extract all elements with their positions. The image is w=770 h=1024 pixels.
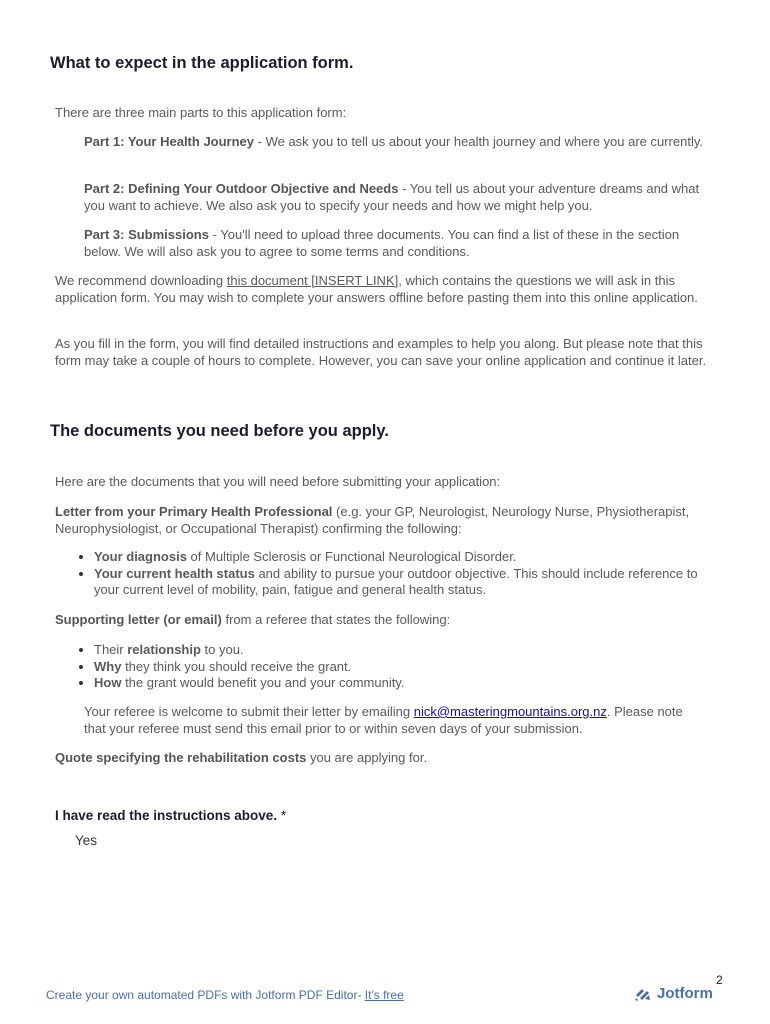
list-item-text: the grant would benefit you and your community.	[121, 675, 405, 690]
list-item-text: and ability to pursue your outdoor objective. This should include reference to your current level of mobility, pain, fatigue and general health status.	[94, 565, 698, 597]
part-1	[84, 134, 704, 151]
list-item-bold: How	[94, 675, 122, 690]
section1-intro: There are three main parts to this application form:	[55, 105, 347, 120]
list-item-bold: Your current health status	[94, 565, 255, 581]
list-item-text: they think you should receive the grant.	[121, 658, 352, 674]
referee-before: Your referee is welcome to submit their letter by emailing	[84, 704, 414, 719]
page-number: 2	[716, 973, 723, 987]
part-3-text: - You'll need to upload three documents. You can find a list of these in the section below. We will also ask you to agree to some terms and conditions.	[84, 227, 680, 259]
recommend-paragraph	[55, 273, 715, 306]
letter-text: (e.g. your GP, Neurologist, Neurology Nurse, Physiotherapist, Neurophysiologist, or Occupational Therapist) confirming the following:	[55, 504, 690, 536]
part-2-label: Part 2: Defining Your Outdoor Objective and Needs	[84, 181, 399, 196]
list-item-pre: Their	[94, 642, 128, 657]
list-item-text: to you.	[200, 642, 244, 657]
required-mark: *	[280, 808, 287, 823]
footer-promo-text: Create your own automated PDFs with Jotform PDF Editor-	[46, 988, 365, 1002]
question-label	[55, 808, 286, 823]
part-2	[84, 181, 704, 214]
list-item	[94, 659, 705, 676]
recommend-before: We recommend downloading	[55, 273, 227, 288]
jotform-brand[interactable]	[634, 984, 713, 1002]
list-item	[94, 566, 705, 599]
quote-paragraph	[55, 750, 715, 767]
jotform-brand-name: Jotform	[657, 984, 713, 1002]
quote-text: you are applying for.	[306, 750, 428, 765]
list-item	[94, 675, 705, 692]
section2-intro: Here are the documents that you will need before submitting your application:	[55, 474, 501, 489]
referee-after: . Please note that your referee must send this email prior to or within seven days of your submission.	[84, 704, 683, 736]
question-text: I have read the instructions above.	[55, 808, 278, 823]
part-2-text: - You tell us about your adventure dreams and what you want to achieve. We also ask you to specify your needs and how we might help you.	[84, 181, 700, 213]
fill-note: As you fill in the form, you will find detailed instructions and examples to help you along. But please note that this form may take a couple of hours to complete. However, you can save your online application and continue it later.	[55, 336, 707, 368]
part-3-label: Part 3: Submissions	[84, 227, 209, 242]
question-answer: Yes	[75, 833, 98, 848]
referee-email-link[interactable]: nick@masteringmountains.org.nz	[413, 704, 607, 719]
list-item	[94, 549, 705, 566]
section-title-expect: What to expect in the application form.	[50, 54, 354, 72]
footer-promo-link[interactable]: It's free	[364, 988, 404, 1002]
list-item-bold: relationship	[127, 642, 201, 657]
letter-paragraph	[55, 504, 715, 537]
part-1-label: Part 1: Your Health Journey	[84, 134, 255, 149]
quote-label: Quote specifying the rehabilitation costs	[55, 750, 307, 765]
support-text: from a referee that states the following:	[221, 612, 451, 627]
support-requirements-list	[55, 642, 705, 692]
referee-paragraph	[84, 704, 704, 737]
support-label: Supporting letter (or email)	[55, 612, 222, 627]
footer-promo	[46, 988, 404, 1002]
list-item-text: of Multiple Sclerosis or Functional Neurological Disorder.	[186, 549, 517, 564]
jotform-logo-icon	[634, 984, 652, 1002]
support-paragraph	[55, 612, 715, 629]
letter-label: Letter from your Primary Health Professional	[55, 504, 333, 519]
list-item	[94, 642, 705, 659]
letter-requirements-list	[55, 549, 705, 599]
recommend-after: , which contains the questions we will ask in this application form. You may wish to complete your answers offline before pasting them into this online application.	[55, 273, 698, 305]
part-3	[84, 227, 704, 260]
document-link[interactable]: this document [INSERT LINK]	[226, 273, 399, 288]
list-item-bold: Why	[94, 658, 122, 674]
section-title-documents: The documents you need before you apply.	[50, 422, 389, 440]
list-item-bold: Your diagnosis	[94, 549, 187, 564]
part-1-text: - We ask you to tell us about your health journey and where you are currently.	[254, 134, 703, 149]
